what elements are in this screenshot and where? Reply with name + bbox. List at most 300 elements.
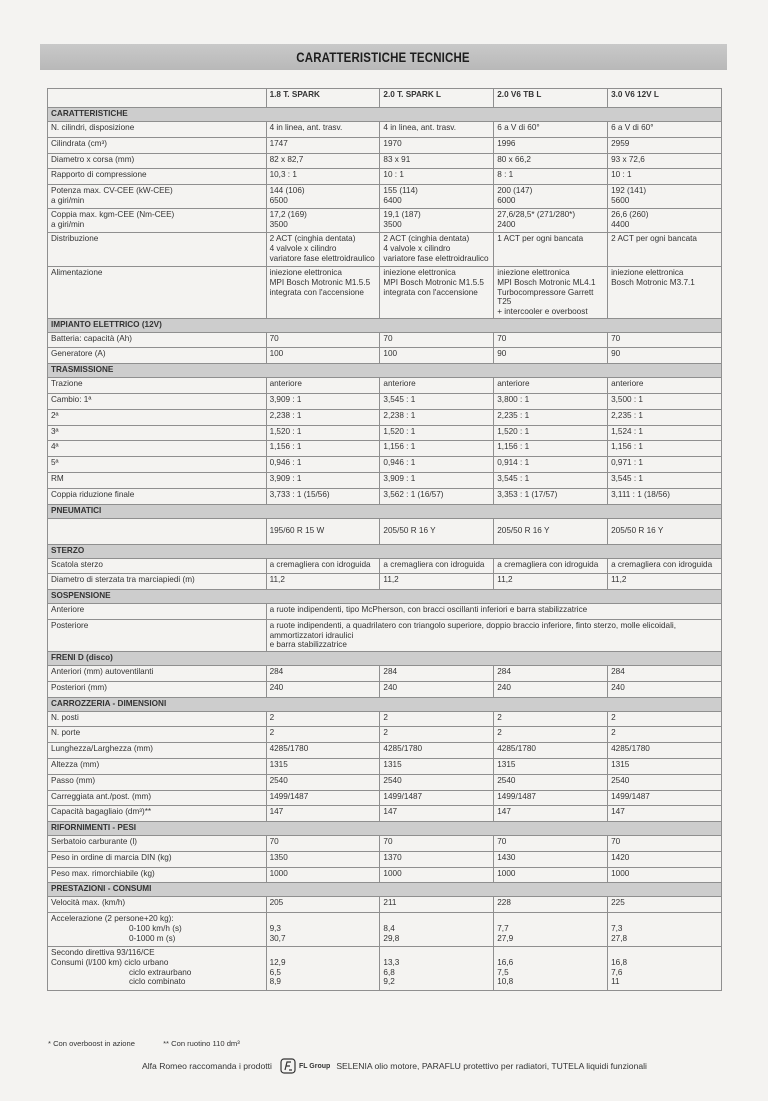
footnote-overboost: * Con overboost in azione (48, 1039, 135, 1048)
spec-label-text: Altezza (mm) (51, 759, 100, 769)
spec-value: anteriore (380, 378, 494, 394)
spec-row (48, 836, 722, 852)
spec-label (48, 137, 267, 153)
spec-value: 155 (114) 6400 (380, 185, 494, 209)
specs-table-body (48, 89, 722, 991)
spec-value: 7,3 27,8 (608, 913, 722, 947)
spec-value: 12,9 6,5 8,9 (266, 947, 380, 991)
section-header-row (48, 364, 722, 378)
spec-value: 2,238 : 1 (380, 409, 494, 425)
spec-value: a cremagliera con idroguida (494, 558, 608, 574)
spec-label (48, 681, 267, 697)
spec-label (48, 836, 267, 852)
section-title: FRENI D (disco) (48, 651, 722, 665)
spec-value: 205/50 R 16 Y (494, 518, 608, 544)
spec-value: 80 x 66,2 (494, 153, 608, 169)
spec-row (48, 441, 722, 457)
spec-value: 1315 (608, 758, 722, 774)
spec-value: 4 in linea, ant. trasv. (380, 122, 494, 138)
spec-label (48, 185, 267, 209)
model-header: 2.0 V6 TB L (494, 89, 608, 108)
spec-value: a cremagliera con idroguida (608, 558, 722, 574)
logo-text: FL Group (298, 1062, 331, 1070)
spec-label (48, 378, 267, 394)
spec-value: 1315 (266, 758, 380, 774)
spec-label (48, 153, 267, 169)
spec-value: 225 (608, 897, 722, 913)
spec-value: 2 ACT per ogni bancata (608, 233, 722, 267)
section-title: IMPIANTO ELETTRICO (12V) (48, 318, 722, 332)
spec-value: 3,500 : 1 (608, 393, 722, 409)
spec-label (48, 806, 267, 822)
spec-label (48, 727, 267, 743)
spec-value: 1970 (380, 137, 494, 153)
spec-value: 10 : 1 (608, 169, 722, 185)
spec-row (48, 604, 722, 620)
spec-sublabel: 0-1000 m (s) (129, 933, 176, 943)
spec-value: a cremagliera con idroguida (380, 558, 494, 574)
spec-value: 70 (494, 332, 608, 348)
footnotes (48, 1039, 266, 1048)
spec-value: 7,7 27,9 (494, 913, 608, 947)
spec-value: 6 a V di 60° (494, 122, 608, 138)
spec-value: 16,8 7,6 11 (608, 947, 722, 991)
spec-value: 82 x 82,7 (266, 153, 380, 169)
spec-value: 3,733 : 1 (15/56) (266, 488, 380, 504)
section-title: CARATTERISTICHE (48, 108, 722, 122)
spec-label-text: Anteriori (mm) autoventilanti (51, 666, 154, 676)
spec-value: iniezione elettronica MPI Bosch Motronic M1.5.5 integrata con l'accensione (266, 267, 380, 318)
spec-label-text: Diametro x corsa (mm) (51, 154, 135, 164)
spec-label-text: Coppia riduzione finale (51, 489, 135, 499)
spec-label-text: Alimentazione (51, 268, 103, 278)
spec-label-text: 5ª (51, 458, 59, 468)
footnote-ruotino: ** Con ruotino 110 dm³ (163, 1039, 240, 1048)
spec-label (48, 574, 267, 590)
spec-value: 2 (380, 727, 494, 743)
spec-value: 284 (266, 665, 380, 681)
spec-value: 6 a V di 60° (608, 122, 722, 138)
spec-row (48, 867, 722, 883)
spec-value: 8 : 1 (494, 169, 608, 185)
spec-label (48, 425, 267, 441)
spec-value: 1,520 : 1 (266, 425, 380, 441)
spec-value: 2 (266, 711, 380, 727)
spec-value: 0,946 : 1 (266, 457, 380, 473)
section-header-row (48, 504, 722, 518)
spec-label (48, 758, 267, 774)
spec-value: 16,6 7,5 10,8 (494, 947, 608, 991)
section-title: CARROZZERIA - DIMENSIONI (48, 697, 722, 711)
spec-label-text: RM (51, 473, 64, 483)
spec-value: 200 (147) 6000 (494, 185, 608, 209)
spec-value: 2 (494, 727, 608, 743)
spec-label (48, 518, 267, 544)
spec-value: 0,914 : 1 (494, 457, 608, 473)
spec-label (48, 774, 267, 790)
spec-label-text: Accelerazione (2 persone+20 kg): (51, 914, 174, 924)
spec-value: 11,2 (494, 574, 608, 590)
spec-value: 147 (266, 806, 380, 822)
spec-value-span: a ruote indipendenti, tipo McPherson, con bracci oscillanti inferiori e barra stabilizzatrice (266, 604, 721, 620)
spec-value: 3,111 : 1 (18/56) (608, 488, 722, 504)
spec-row (48, 378, 722, 394)
spec-value: 2 (266, 727, 380, 743)
spec-row (48, 558, 722, 574)
spec-value: 192 (141) 5600 (608, 185, 722, 209)
fl-group-logo (280, 1058, 330, 1074)
spec-label-text: 4ª (51, 442, 59, 452)
spec-value: 2 ACT (cinghia dentata) 4 valvole x cilindro variatore fase elettroidraulico (380, 233, 494, 267)
spec-value: 147 (380, 806, 494, 822)
section-title: TRASMISSIONE (48, 364, 722, 378)
spec-label-text: Cambio: 1ª (51, 394, 92, 404)
spec-value: 284 (608, 665, 722, 681)
spec-value: iniezione elettronica MPI Bosch Motronic M1.5.5 integrata con l'accensione (380, 267, 494, 318)
spec-label-text: Velocità max. (km/h) (51, 898, 126, 908)
section-header-row (48, 590, 722, 604)
spec-row (48, 348, 722, 364)
spec-label (48, 947, 267, 991)
spec-label (48, 619, 267, 651)
spec-value: 4285/1780 (608, 743, 722, 759)
section-header-row (48, 108, 722, 122)
spec-value: 1,156 : 1 (266, 441, 380, 457)
spec-value: 4285/1780 (494, 743, 608, 759)
model-header: 1.8 T. SPARK (266, 89, 380, 108)
spec-label-text: Passo (mm) (51, 775, 96, 785)
spec-label (48, 122, 267, 138)
spec-value: anteriore (266, 378, 380, 394)
spec-row (48, 574, 722, 590)
spec-row (48, 122, 722, 138)
spec-sublabel: 0-100 km/h (s) (129, 923, 182, 933)
spec-value: 147 (608, 806, 722, 822)
section-header-row (48, 651, 722, 665)
spec-label (48, 169, 267, 185)
spec-value: 90 (608, 348, 722, 364)
spec-row (48, 518, 722, 544)
spec-label (48, 233, 267, 267)
spec-row (48, 711, 722, 727)
spec-row (48, 425, 722, 441)
spec-row (48, 267, 722, 318)
spec-label (48, 348, 267, 364)
spec-label-text: Peso max. rimorchiabile (kg) (51, 868, 155, 878)
spec-label-text: Anteriore (51, 605, 85, 615)
section-header-row (48, 697, 722, 711)
spec-label-text: Capacità bagagliaio (dm³)** (51, 807, 152, 817)
spec-label (48, 393, 267, 409)
spec-label-text: Rapporto di compressione (51, 170, 147, 180)
spec-label-text: Distribuzione (51, 234, 99, 244)
spec-value: 3,909 : 1 (266, 472, 380, 488)
spec-value: 90 (494, 348, 608, 364)
spec-label-text: Posteriore (51, 620, 89, 630)
spec-value: 1,156 : 1 (380, 441, 494, 457)
spec-row (48, 137, 722, 153)
spec-value: 1000 (266, 867, 380, 883)
spec-value: 240 (266, 681, 380, 697)
spec-row (48, 758, 722, 774)
spec-value: 2959 (608, 137, 722, 153)
spec-value: a cremagliera con idroguida (266, 558, 380, 574)
spec-value: 205/50 R 16 Y (380, 518, 494, 544)
spec-label-text: Diametro di sterzata tra marciapiedi (m) (51, 575, 195, 585)
spec-value: 3,800 : 1 (494, 393, 608, 409)
spec-value: 240 (494, 681, 608, 697)
spec-row (48, 169, 722, 185)
spec-value: 1499/1487 (266, 790, 380, 806)
spec-row (48, 790, 722, 806)
page-title: CARATTERISTICHE TECNICHE (296, 49, 471, 65)
spec-value: 8,4 29,8 (380, 913, 494, 947)
spec-label (48, 457, 267, 473)
fl-group-icon (280, 1058, 296, 1074)
spec-row (48, 209, 722, 233)
spec-label (48, 332, 267, 348)
spec-label (48, 897, 267, 913)
spec-value: 2 (380, 711, 494, 727)
spec-value: 1,156 : 1 (608, 441, 722, 457)
spec-value: 3,545 : 1 (380, 393, 494, 409)
spec-sublabel: ciclo combinato (129, 977, 186, 987)
spec-label (48, 472, 267, 488)
spec-value: 70 (380, 332, 494, 348)
header-row (48, 89, 722, 108)
section-title: STERZO (48, 544, 722, 558)
spec-row (48, 185, 722, 209)
spec-value: 70 (266, 836, 380, 852)
specs-table (47, 88, 722, 991)
spec-label-text: Scatola sterzo (51, 559, 103, 569)
spec-row (48, 743, 722, 759)
spec-value: 1315 (380, 758, 494, 774)
spec-value: 147 (494, 806, 608, 822)
spec-value: 1499/1487 (380, 790, 494, 806)
spec-row (48, 665, 722, 681)
footer-right-text: SELENIA olio motore, PARAFLU protettivo per radiatori, TUTELA liquidi funzionali (336, 1061, 647, 1071)
spec-value: 284 (380, 665, 494, 681)
spec-label (48, 867, 267, 883)
spec-row (48, 153, 722, 169)
spec-value: 13,3 6,8 9,2 (380, 947, 494, 991)
spec-label (48, 913, 267, 947)
spec-value: 93 x 72,6 (608, 153, 722, 169)
spec-value: 26,6 (260) 4400 (608, 209, 722, 233)
spec-label (48, 267, 267, 318)
spec-row (48, 233, 722, 267)
spec-value: 11,2 (380, 574, 494, 590)
spec-row (48, 619, 722, 651)
spec-value: 211 (380, 897, 494, 913)
spec-row (48, 727, 722, 743)
footer (142, 1058, 647, 1074)
spec-value: 11,2 (266, 574, 380, 590)
spec-row (48, 457, 722, 473)
spec-value: 10,3 : 1 (266, 169, 380, 185)
header-blank-cell (48, 89, 267, 108)
section-title: RIFORNIMENTI - PESI (48, 822, 722, 836)
spec-value: 1000 (380, 867, 494, 883)
spec-label-text: N. porte (51, 728, 81, 738)
section-header-row (48, 822, 722, 836)
spec-value: 1,520 : 1 (494, 425, 608, 441)
spec-value: 1,156 : 1 (494, 441, 608, 457)
spec-value: 83 x 91 (380, 153, 494, 169)
spec-value: 1420 (608, 851, 722, 867)
spec-row (48, 947, 722, 991)
spec-value: anteriore (494, 378, 608, 394)
model-header: 3.0 V6 12V L (608, 89, 722, 108)
spec-value: 3,545 : 1 (494, 472, 608, 488)
spec-value: 3,353 : 1 (17/57) (494, 488, 608, 504)
spec-value: iniezione elettronica MPI Bosch Motronic ML4.1 Turbocompressore Garrett T25 + intercooler e overboost (494, 267, 608, 318)
spec-value: 2,238 : 1 (266, 409, 380, 425)
spec-value: 2,235 : 1 (494, 409, 608, 425)
spec-label (48, 558, 267, 574)
spec-value: 70 (266, 332, 380, 348)
spec-value: 10 : 1 (380, 169, 494, 185)
spec-value: anteriore (608, 378, 722, 394)
spec-label (48, 665, 267, 681)
section-title: PNEUMATICI (48, 504, 722, 518)
spec-label-text: 3ª (51, 426, 59, 436)
spec-value: 11,2 (608, 574, 722, 590)
spec-label (48, 711, 267, 727)
spec-label-text: Potenza max. CV-CEE (kW-CEE) a giri/min (51, 186, 173, 205)
spec-label-text: Generatore (A) (51, 349, 106, 359)
spec-value: 144 (106) 6500 (266, 185, 380, 209)
spec-value: 240 (380, 681, 494, 697)
spec-value: 284 (494, 665, 608, 681)
spec-value: 3,909 : 1 (266, 393, 380, 409)
spec-row (48, 472, 722, 488)
spec-value: 205 (266, 897, 380, 913)
spec-label-text: 2ª (51, 410, 59, 420)
section-title: PRESTAZIONI - CONSUMI (48, 883, 722, 897)
spec-value: 3,545 : 1 (608, 472, 722, 488)
spec-row (48, 806, 722, 822)
spec-value: 2540 (494, 774, 608, 790)
spec-value: 100 (380, 348, 494, 364)
spec-value: 70 (494, 836, 608, 852)
spec-value: 1747 (266, 137, 380, 153)
spec-label (48, 409, 267, 425)
spec-value: 240 (608, 681, 722, 697)
section-header-row (48, 544, 722, 558)
spec-value: 1499/1487 (608, 790, 722, 806)
spec-label-text: Secondo direttiva 93/116/CE Consumi (l/100 km) ciclo urbano (51, 948, 169, 967)
spec-value: 228 (494, 897, 608, 913)
spec-row (48, 409, 722, 425)
spec-value: 1370 (380, 851, 494, 867)
spec-label-text: Posteriori (mm) (51, 682, 107, 692)
spec-value: 4 in linea, ant. trasv. (266, 122, 380, 138)
spec-value: 17,2 (169) 3500 (266, 209, 380, 233)
spec-value: 0,946 : 1 (380, 457, 494, 473)
spec-value: 2 (608, 711, 722, 727)
spec-value: 1315 (494, 758, 608, 774)
spec-row (48, 332, 722, 348)
spec-label-text: Serbatoio carburante (l) (51, 837, 138, 847)
spec-row (48, 774, 722, 790)
spec-label (48, 604, 267, 620)
spec-label-text: Peso in ordine di marcia DIN (kg) (51, 852, 172, 862)
spec-value: 1,524 : 1 (608, 425, 722, 441)
spec-value: 70 (608, 836, 722, 852)
spec-row (48, 897, 722, 913)
spec-value: 2 (608, 727, 722, 743)
spec-value-span: a ruote indipendenti, a quadrilatero con triangolo superiore, doppio braccio inferiore, finto sterzo, molle elicoidali, ammortizzatori idraulici e barra stabilizzatrice (266, 619, 721, 651)
spec-label-text: Lunghezza/Larghezza (mm) (51, 744, 153, 754)
spec-label-text: Batteria: capacità (Ah) (51, 333, 133, 343)
spec-value: 1350 (266, 851, 380, 867)
spec-value: 1 ACT per ogni bancata (494, 233, 608, 267)
spec-value: 2 (494, 711, 608, 727)
spec-label (48, 790, 267, 806)
spec-value: 2 ACT (cinghia dentata) 4 valvole x cilindro variatore fase elettroidraulico (266, 233, 380, 267)
spec-value: 1499/1487 (494, 790, 608, 806)
spec-value: 1996 (494, 137, 608, 153)
spec-label-text: N. cilindri, disposizione (51, 123, 135, 132)
spec-value: 1000 (608, 867, 722, 883)
spec-row (48, 681, 722, 697)
spec-value: 1000 (494, 867, 608, 883)
spec-row (48, 393, 722, 409)
spec-sublabel: ciclo extraurbano (129, 967, 192, 977)
spec-value: 205/50 R 16 Y (608, 518, 722, 544)
spec-value: 27,6/28,5* (271/280*) 2400 (494, 209, 608, 233)
spec-value: 70 (380, 836, 494, 852)
spec-value: 19,1 (187) 3500 (380, 209, 494, 233)
spec-value: 100 (266, 348, 380, 364)
spec-value: 70 (608, 332, 722, 348)
spec-value: 4285/1780 (380, 743, 494, 759)
title-band (40, 44, 727, 70)
spec-value: iniezione elettronica Bosch Motronic M3.7.1 (608, 267, 722, 318)
spec-label (48, 488, 267, 504)
spec-label (48, 851, 267, 867)
spec-value: 3,909 : 1 (380, 472, 494, 488)
spec-label-text: Trazione (51, 379, 83, 389)
footer-left-text: Alfa Romeo raccomanda i prodotti (142, 1061, 272, 1071)
spec-value: 1430 (494, 851, 608, 867)
spec-label-text: Coppia max. kgm-CEE (Nm-CEE) a giri/min (51, 210, 175, 229)
spec-label (48, 743, 267, 759)
spec-row (48, 488, 722, 504)
spec-value: 4285/1780 (266, 743, 380, 759)
spec-value: 2540 (380, 774, 494, 790)
section-header-row (48, 318, 722, 332)
spec-row (48, 851, 722, 867)
spec-value: 195/60 R 15 W (266, 518, 380, 544)
spec-value: 3,562 : 1 (16/57) (380, 488, 494, 504)
spec-label (48, 209, 267, 233)
spec-value: 2540 (608, 774, 722, 790)
spec-value: 0,971 : 1 (608, 457, 722, 473)
spec-value: 9,3 30,7 (266, 913, 380, 947)
spec-label (48, 441, 267, 457)
spec-label-text: N. posti (51, 712, 79, 722)
spec-value: 2540 (266, 774, 380, 790)
section-header-row (48, 883, 722, 897)
spec-value: 2,235 : 1 (608, 409, 722, 425)
spec-label-text: Carreggiata ant./post. (mm) (51, 791, 152, 801)
section-title: SOSPENSIONE (48, 590, 722, 604)
spec-label-text: Cilindrata (cm³) (51, 138, 107, 148)
model-header: 2.0 T. SPARK L (380, 89, 494, 108)
